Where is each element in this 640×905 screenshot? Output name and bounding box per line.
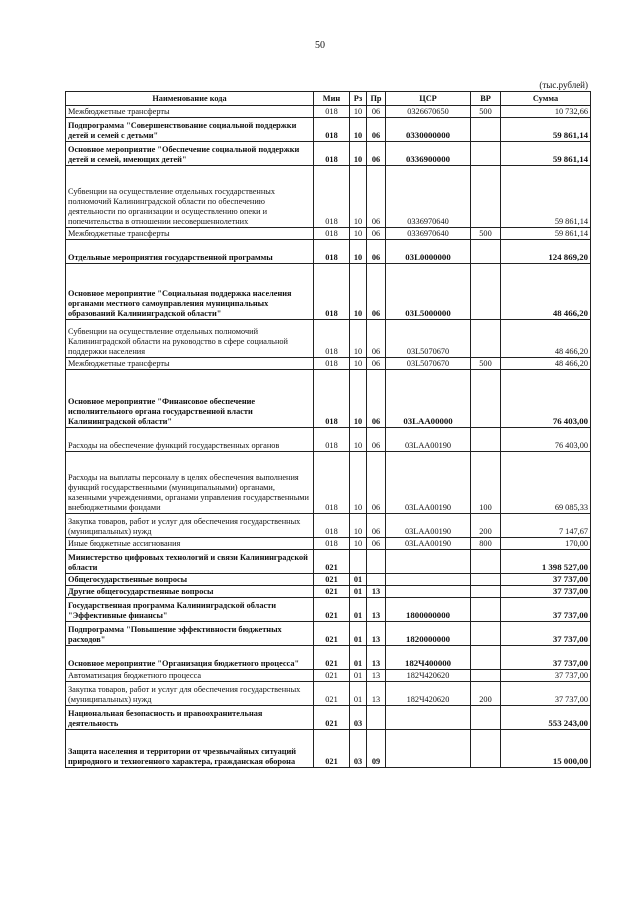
header-pr: Пр: [367, 92, 386, 106]
cell-vr: [471, 730, 501, 768]
cell-rz: 10: [350, 264, 367, 320]
cell-sum: 37 737,00: [501, 622, 591, 646]
cell-sum: 48 466,20: [501, 320, 591, 358]
cell-sum: 553 243,00: [501, 706, 591, 730]
table-row: [66, 370, 591, 428]
cell-name: Автоматизация бюджетного процесса: [66, 670, 314, 682]
table-row: [66, 264, 591, 320]
cell-name: Общегосударственные вопросы: [66, 574, 314, 586]
cell-pr: [367, 574, 386, 586]
table-row: [66, 730, 591, 768]
cell-csr: 03L5000000: [386, 264, 471, 320]
cell-sum: 59 861,14: [501, 142, 591, 166]
cell-name: Закупка товаров, работ и услуг для обеспечения государственных (муниципальных) нужд: [66, 514, 314, 538]
cell-name: Национальная безопасность и правоохранительная деятельность: [66, 706, 314, 730]
cell-pr: 06: [367, 142, 386, 166]
table-row: [66, 622, 591, 646]
header-csr: ЦСР: [386, 92, 471, 106]
cell-name: Отдельные мероприятия государственной программы: [66, 240, 314, 264]
cell-name: Субвенции на осуществление отдельных государственных полномочий Калининградской области по обеспечению деятельности по организации и осуществлению опеки и попечительства в отношении несовершеннолетних: [66, 166, 314, 228]
header-min: Мин: [314, 92, 350, 106]
cell-pr: 06: [367, 264, 386, 320]
table-row: [66, 538, 591, 550]
table-row: [66, 240, 591, 264]
cell-csr: 0330000000: [386, 118, 471, 142]
header-name: Наименование кода: [66, 92, 314, 106]
cell-rz: 10: [350, 358, 367, 370]
cell-name: Закупка товаров, работ и услуг для обеспечения государственных (муниципальных) нужд: [66, 682, 314, 706]
cell-rz: 10: [350, 514, 367, 538]
cell-vr: [471, 320, 501, 358]
cell-sum: 48 466,20: [501, 264, 591, 320]
cell-min: 018: [314, 538, 350, 550]
page-number: 50: [315, 40, 325, 51]
cell-min: 021: [314, 682, 350, 706]
cell-vr: [471, 240, 501, 264]
cell-sum: 76 403,00: [501, 428, 591, 452]
cell-name: Министерство цифровых технологий и связи Калининградской области: [66, 550, 314, 574]
cell-min: 018: [314, 240, 350, 264]
cell-pr: 06: [367, 240, 386, 264]
cell-name: Подпрограмма "Повышение эффективности бюджетных расходов": [66, 622, 314, 646]
cell-name: Субвенции на осуществление отдельных полномочий Калининградской области на руководство в сфере социальной поддержки населения: [66, 320, 314, 358]
cell-rz: 10: [350, 106, 367, 118]
cell-sum: 37 737,00: [501, 670, 591, 682]
cell-min: 018: [314, 118, 350, 142]
cell-min: 021: [314, 550, 350, 574]
cell-pr: 06: [367, 320, 386, 358]
cell-name: Основное мероприятие "Финансовое обеспечение исполнительного органа государственной власти Калининградской области": [66, 370, 314, 428]
cell-min: 018: [314, 166, 350, 228]
cell-vr: [471, 598, 501, 622]
cell-rz: [350, 550, 367, 574]
cell-min: 021: [314, 646, 350, 670]
cell-vr: [471, 370, 501, 428]
cell-sum: 59 861,14: [501, 228, 591, 240]
cell-min: 018: [314, 452, 350, 514]
cell-min: 018: [314, 514, 350, 538]
cell-sum: 69 085,33: [501, 452, 591, 514]
cell-name: Расходы на обеспечение функций государственных органов: [66, 428, 314, 452]
cell-rz: 10: [350, 320, 367, 358]
cell-csr: 0336900000: [386, 142, 471, 166]
cell-min: 018: [314, 370, 350, 428]
cell-rz: 10: [350, 428, 367, 452]
cell-csr: [386, 550, 471, 574]
cell-vr: [471, 166, 501, 228]
cell-sum: 15 000,00: [501, 730, 591, 768]
cell-min: 018: [314, 106, 350, 118]
cell-pr: 13: [367, 682, 386, 706]
cell-rz: 10: [350, 538, 367, 550]
cell-min: 018: [314, 142, 350, 166]
cell-csr: 03LAA00000: [386, 370, 471, 428]
cell-name: Иные бюджетные ассигнования: [66, 538, 314, 550]
cell-pr: 06: [367, 428, 386, 452]
cell-vr: 200: [471, 514, 501, 538]
cell-rz: 03: [350, 706, 367, 730]
cell-vr: [471, 142, 501, 166]
cell-pr: 06: [367, 358, 386, 370]
cell-rz: 10: [350, 240, 367, 264]
table-row: [66, 106, 591, 118]
cell-pr: 13: [367, 646, 386, 670]
cell-min: 021: [314, 586, 350, 598]
cell-sum: 170,00: [501, 538, 591, 550]
table-row: [66, 598, 591, 622]
cell-rz: 01: [350, 598, 367, 622]
cell-vr: [471, 646, 501, 670]
cell-csr: 1820000000: [386, 622, 471, 646]
table-row: [66, 452, 591, 514]
cell-sum: 37 737,00: [501, 646, 591, 670]
cell-pr: 06: [367, 166, 386, 228]
cell-name: Государственная программа Калининградской области "Эффективные финансы": [66, 598, 314, 622]
cell-min: 018: [314, 428, 350, 452]
cell-name: Защита населения и территории от чрезвычайных ситуаций природного и техногенного характера, гражданская оборона: [66, 730, 314, 768]
cell-csr: 03LAA00190: [386, 452, 471, 514]
cell-pr: 13: [367, 622, 386, 646]
table-row: [66, 574, 591, 586]
cell-csr: 182Ч400000: [386, 646, 471, 670]
cell-min: 018: [314, 228, 350, 240]
table-row: [66, 646, 591, 670]
cell-sum: 37 737,00: [501, 586, 591, 598]
cell-pr: 06: [367, 538, 386, 550]
header-rz: Рз: [350, 92, 367, 106]
cell-pr: [367, 550, 386, 574]
cell-sum: 59 861,14: [501, 166, 591, 228]
table-row: [66, 428, 591, 452]
cell-vr: [471, 428, 501, 452]
cell-pr: 06: [367, 370, 386, 428]
table-row: [66, 228, 591, 240]
cell-csr: 182Ч420620: [386, 682, 471, 706]
cell-pr: 13: [367, 598, 386, 622]
cell-pr: 06: [367, 228, 386, 240]
cell-vr: 100: [471, 452, 501, 514]
cell-vr: [471, 586, 501, 598]
cell-rz: 10: [350, 166, 367, 228]
cell-pr: 06: [367, 118, 386, 142]
cell-min: 018: [314, 358, 350, 370]
header-sum: Сумма: [501, 92, 591, 106]
cell-sum: 124 869,20: [501, 240, 591, 264]
cell-pr: 13: [367, 670, 386, 682]
cell-csr: 03LAA00190: [386, 514, 471, 538]
units-label: (тыс.рублей): [539, 80, 588, 90]
cell-csr: 1800000000: [386, 598, 471, 622]
cell-csr: [386, 574, 471, 586]
cell-rz: 10: [350, 452, 367, 514]
cell-sum: 37 737,00: [501, 574, 591, 586]
cell-rz: 01: [350, 646, 367, 670]
cell-csr: 0336970640: [386, 228, 471, 240]
cell-min: 021: [314, 670, 350, 682]
table-row: [66, 682, 591, 706]
cell-sum: 59 861,14: [501, 118, 591, 142]
cell-rz: 10: [350, 142, 367, 166]
cell-rz: 01: [350, 586, 367, 598]
cell-csr: 03L5070670: [386, 320, 471, 358]
table-row: [66, 550, 591, 574]
cell-name: Основное мероприятие "Организация бюджетного процесса": [66, 646, 314, 670]
cell-sum: 7 147,67: [501, 514, 591, 538]
cell-vr: [471, 550, 501, 574]
cell-min: 021: [314, 706, 350, 730]
cell-csr: [386, 730, 471, 768]
cell-pr: 09: [367, 730, 386, 768]
cell-sum: 48 466,20: [501, 358, 591, 370]
cell-vr: 500: [471, 228, 501, 240]
table-header-row: [66, 92, 591, 106]
cell-rz: 03: [350, 730, 367, 768]
cell-sum: 37 737,00: [501, 598, 591, 622]
cell-vr: [471, 706, 501, 730]
cell-rz: 01: [350, 574, 367, 586]
cell-csr: 03L5070670: [386, 358, 471, 370]
cell-sum: 76 403,00: [501, 370, 591, 428]
cell-csr: 0326670650: [386, 106, 471, 118]
header-vr: ВР: [471, 92, 501, 106]
cell-pr: 13: [367, 586, 386, 598]
table-row: [66, 358, 591, 370]
cell-name: Подпрограмма "Совершенствование социальной поддержки детей и семей с детьми": [66, 118, 314, 142]
cell-min: 021: [314, 598, 350, 622]
table-row: [66, 670, 591, 682]
cell-rz: 10: [350, 228, 367, 240]
table-row: [66, 320, 591, 358]
cell-name: Межбюджетные трансферты: [66, 106, 314, 118]
cell-sum: 37 737,00: [501, 682, 591, 706]
table-row: [66, 514, 591, 538]
cell-rz: 01: [350, 622, 367, 646]
table-body: [66, 106, 591, 768]
table-row: [66, 706, 591, 730]
cell-sum: 1 398 527,00: [501, 550, 591, 574]
table-row: [66, 166, 591, 228]
cell-vr: [471, 574, 501, 586]
cell-vr: [471, 118, 501, 142]
cell-name: Межбюджетные трансферты: [66, 358, 314, 370]
cell-csr: [386, 706, 471, 730]
cell-vr: [471, 670, 501, 682]
cell-vr: 500: [471, 358, 501, 370]
cell-pr: 06: [367, 514, 386, 538]
cell-csr: 03LAA00190: [386, 538, 471, 550]
table-row: [66, 142, 591, 166]
cell-rz: 01: [350, 682, 367, 706]
cell-min: 018: [314, 264, 350, 320]
cell-name: Расходы на выплаты персоналу в целях обеспечения выполнения функций государственными (муниципальными) органами, казенными учреждениями, органами управления государственными внебюджетными фондами: [66, 452, 314, 514]
cell-sum: 10 732,66: [501, 106, 591, 118]
cell-name: Основное мероприятие "Социальная поддержка населения органами местного самоуправления муниципальных образований Калининградской области": [66, 264, 314, 320]
cell-csr: [386, 586, 471, 598]
cell-pr: 06: [367, 452, 386, 514]
cell-min: 021: [314, 574, 350, 586]
cell-csr: 03L0000000: [386, 240, 471, 264]
cell-vr: 500: [471, 106, 501, 118]
cell-rz: 01: [350, 670, 367, 682]
cell-name: Межбюджетные трансферты: [66, 228, 314, 240]
cell-min: 021: [314, 622, 350, 646]
cell-pr: [367, 706, 386, 730]
cell-name: Основное мероприятие "Обеспечение социальной поддержки детей и семей, имеющих детей": [66, 142, 314, 166]
cell-min: 018: [314, 320, 350, 358]
cell-min: 021: [314, 730, 350, 768]
cell-vr: 200: [471, 682, 501, 706]
budget-table: [65, 91, 591, 768]
table-row: [66, 118, 591, 142]
cell-csr: 03LAA00190: [386, 428, 471, 452]
table-row: [66, 586, 591, 598]
cell-vr: [471, 264, 501, 320]
cell-pr: 06: [367, 106, 386, 118]
cell-csr: 182Ч420620: [386, 670, 471, 682]
cell-name: Другие общегосударственные вопросы: [66, 586, 314, 598]
cell-csr: 0336970640: [386, 166, 471, 228]
cell-vr: [471, 622, 501, 646]
cell-rz: 10: [350, 370, 367, 428]
cell-vr: 800: [471, 538, 501, 550]
cell-rz: 10: [350, 118, 367, 142]
